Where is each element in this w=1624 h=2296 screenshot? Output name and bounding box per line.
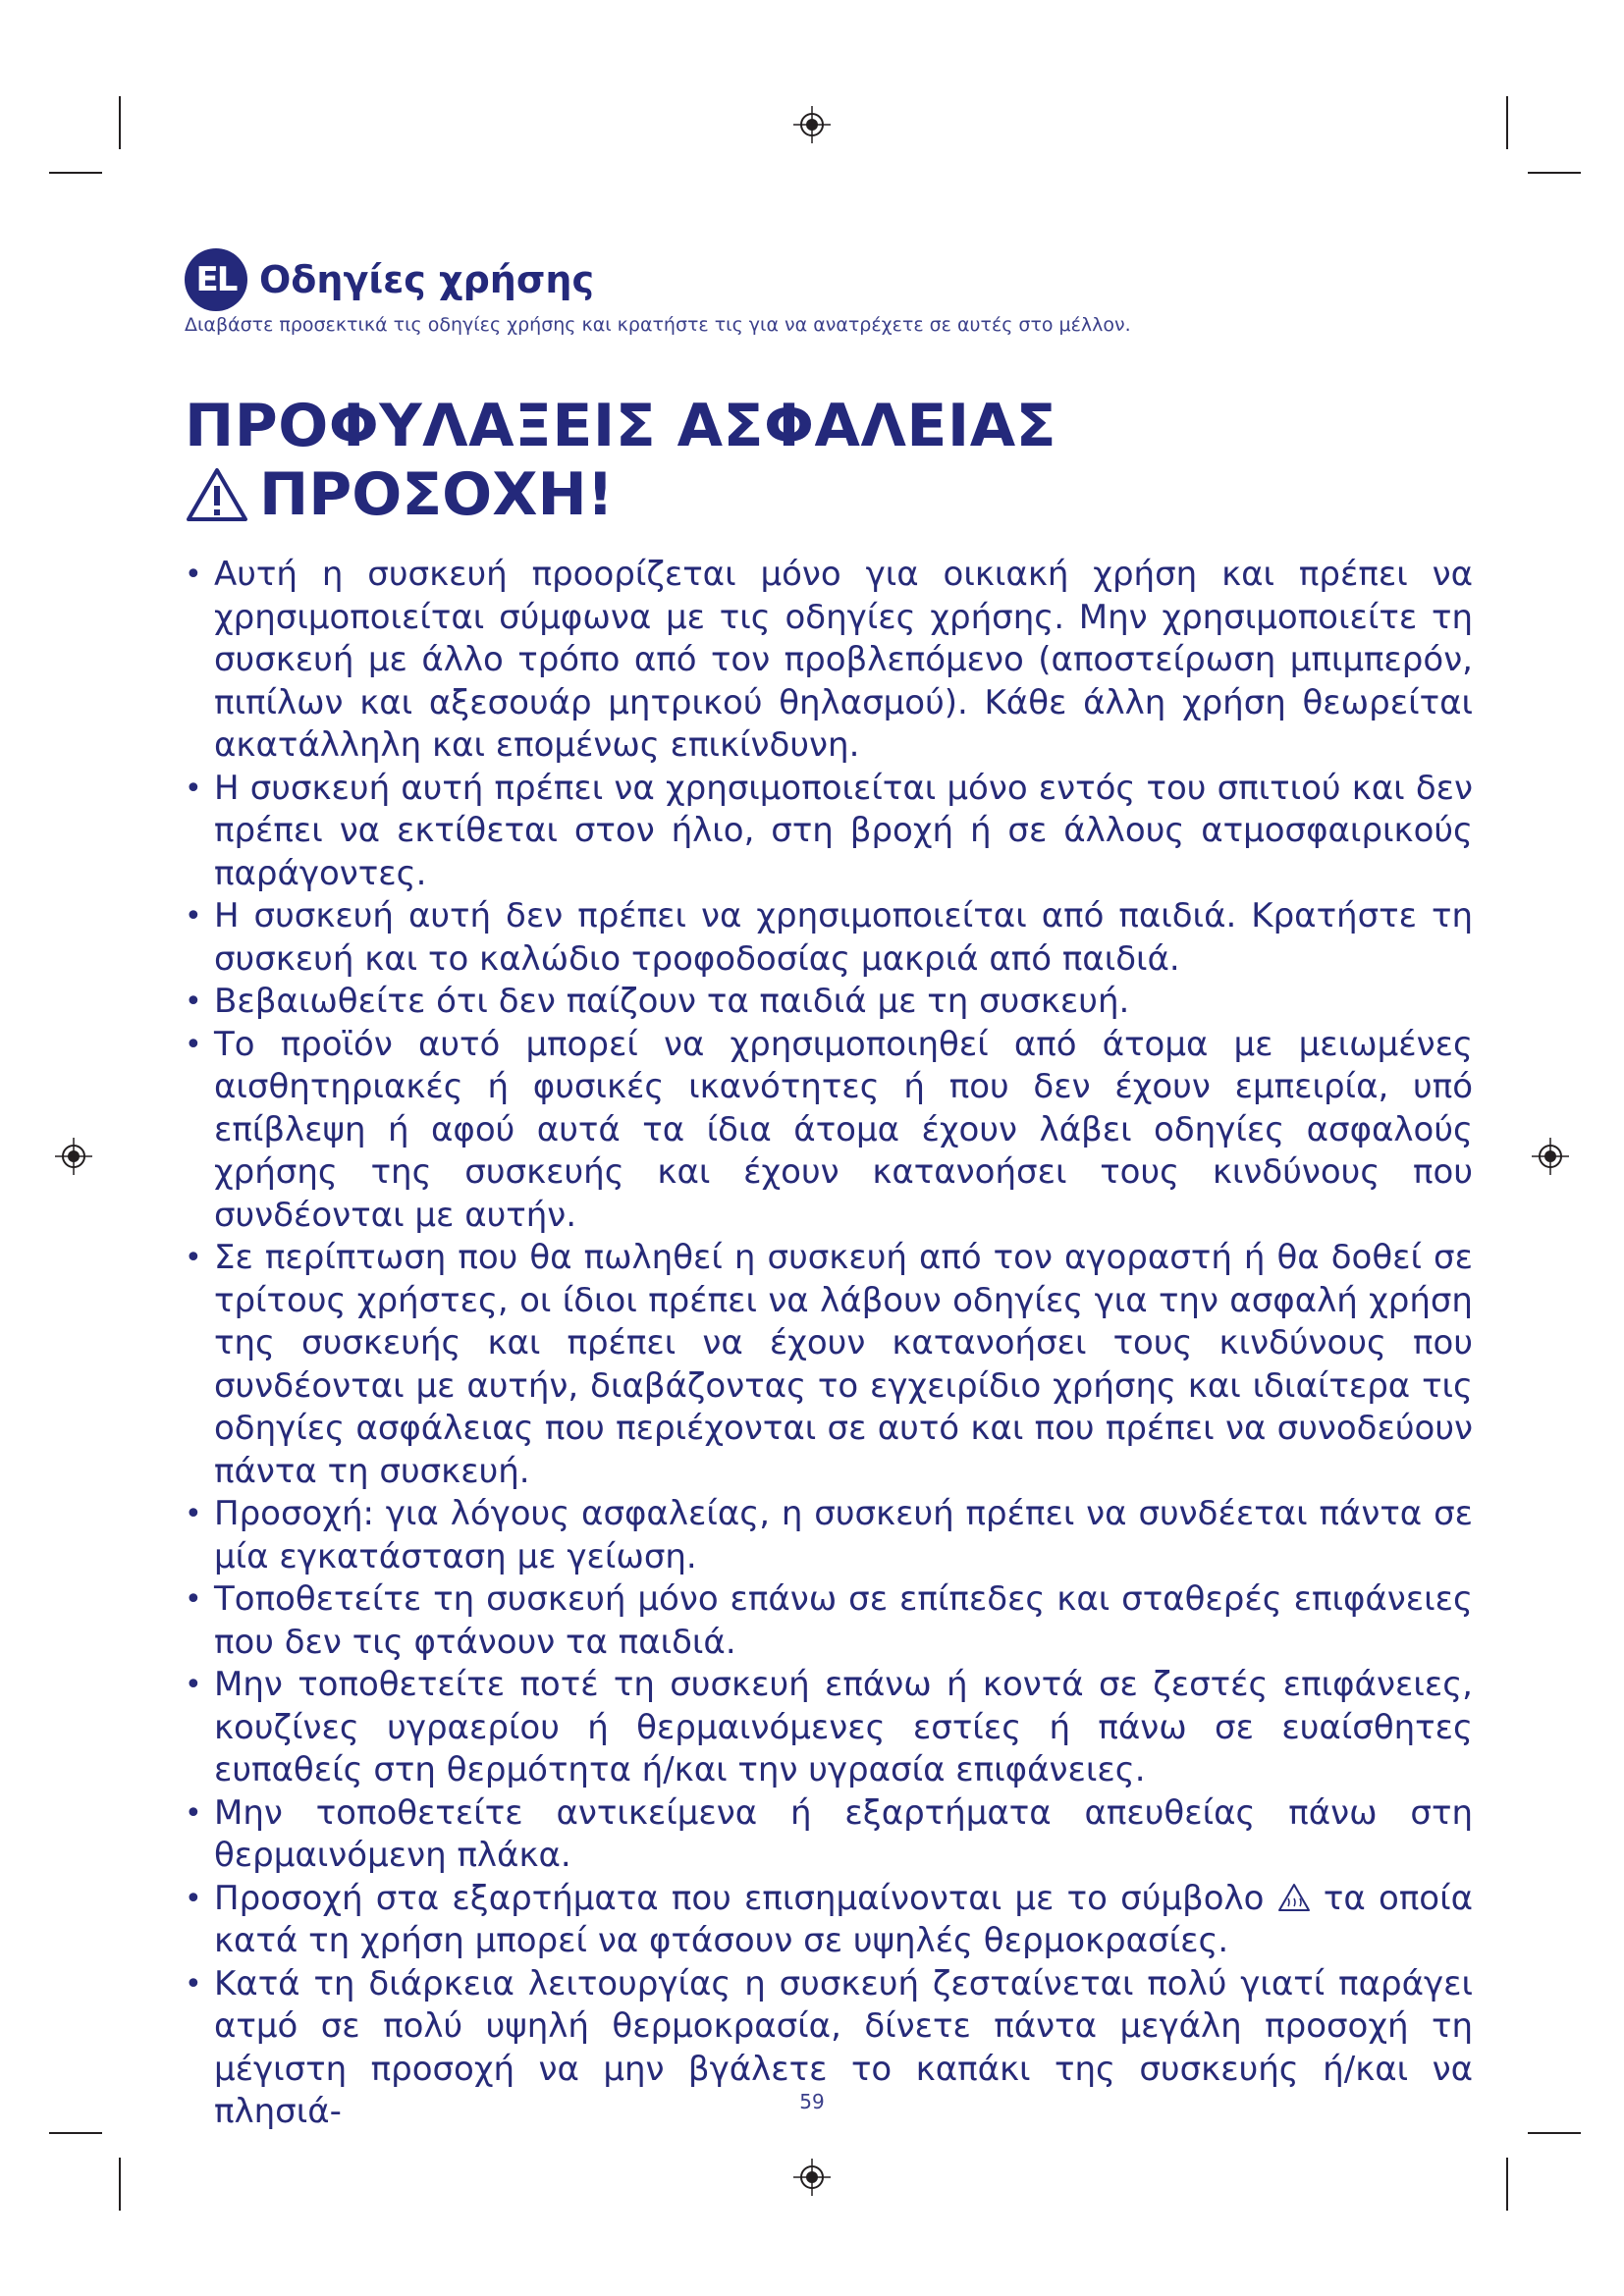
section-title: ΠΡΟΦΥΛΑΞΕΙΣ ΑΣΦΑΛΕΙΑΣ: [185, 392, 1057, 460]
list-item: • Βεβαιωθείτε ότι δεν παίζουν τα παιδιά με τη συσκευή.: [185, 981, 1473, 1024]
language-badge: EL: [185, 248, 247, 311]
crop-mark: [1506, 96, 1508, 149]
list-item: • Προσοχή: για λόγους ασφαλείας, η συσκευή πρέπει να συνδέεται πάντα σε μία εγκατάσταση με γείωση.: [185, 1493, 1473, 1578]
crop-mark: [119, 96, 121, 149]
caution-heading: [185, 461, 614, 528]
crop-mark: [119, 2158, 121, 2211]
crop-mark: [1506, 2158, 1508, 2211]
registration-mark-icon: [793, 2159, 831, 2196]
page-number: 59: [799, 2090, 825, 2113]
safety-bullet-list: [185, 554, 1473, 2134]
list-item: • Μην τοποθετείτε αντικείμενα ή εξαρτήματα απευθείας πάνω στη θερμαινόμενη πλάκα.: [185, 1792, 1473, 1878]
list-item-text-after: τα οποία κατά τη χρήση μπορεί να φτάσουν σε υψηλές θερμοκρασίες.: [214, 1878, 1474, 1960]
list-item-text-before: Προσοχή στα εξαρτήματα που επισημαίνονται με το σύμβολο: [214, 1878, 1265, 1918]
list-item: • Μην τοποθετείτε ποτέ τη συσκευή επάνω ή κοντά σε ζεστές επιφάνειες, κουζίνες υγραερίου ή θερμαινόμενες εστίες ή πάνω σε ευαίσθητες ευπαθείς στη θερμότητα ή/και την υγρασία επιφάνειες.: [185, 1664, 1473, 1792]
title-row: [185, 247, 1461, 312]
registration-mark-icon: [1532, 1138, 1569, 1175]
list-item: • Η συσκευή αυτή πρέπει να χρησιμοποιείται μόνο εντός του σπιτιού και δεν πρέπει να εκτίθεται στον ήλιο, στη βροχή ή σε άλλους ατμοσφαιρικούς παράγοντες.: [185, 768, 1473, 896]
list-item: • Σε περίπτωση που θα πωληθεί η συσκευή από τον αγοραστή ή θα δοθεί σε τρίτους χρήστες, οι ίδιοι πρέπει να λάβουν οδηγίες για την ασφαλή χρήση της συσκευής και πρέπει να έχουν κατανοήσει τους κινδύνους που συνδέονται με αυτήν, διαβάζοντας το εγχειρίδιο χρήσης και ιδιαίτερα τις οδηγίες ασφάλειας που περιέχονται σε αυτό και που πρέπει να συνοδεύουν πάντα τη συσκευή.: [185, 1237, 1473, 1493]
list-item: • Αυτή η συσκευή προορίζεται μόνο για οικιακή χρήση και πρέπει να χρησιμοποιείται σύμφωνα με τις οδηγίες χρήσης. Μην χρησιμοποιείτε τη συσκευή με άλλο τρόπο από τον προβλεπόμενο (αποστείρωση μπιμπερόν, πιπίλων και αξεσουάρ μητρικού θηλασμού). Κάθε άλλη χρήση θεωρείται ακατάλληλη και επομένως επικίνδυνη.: [185, 554, 1473, 768]
list-item-hot-surface: [185, 1878, 1473, 1963]
warning-triangle-icon: [185, 466, 249, 523]
registration-mark-icon: [55, 1138, 92, 1175]
list-item: • Το προϊόν αυτό μπορεί να χρησιμοποιηθεί από άτομα με μειωμένες αισθητηριακές ή φυσικές ικανότητες ή που δεν έχουν εμπειρία, υπό επίβλεψη ή αφού αυτά τα ίδια άτομα έχουν λάβει οδηγίες ασφαλούς χρήσης της συσκευής και έχουν κατανοήσει τους κινδύνους που συνδέονται με αυτήν.: [185, 1024, 1473, 1238]
registration-mark-icon: [793, 106, 831, 143]
list-item: • Η συσκευή αυτή δεν πρέπει να χρησιμοποιείται από παιδιά. Κρατήστε τη συσκευή και το καλώδιο τροφοδοσίας μακριά από παιδιά.: [185, 895, 1473, 981]
document-title: Οδηγίες χρήσης: [259, 258, 594, 301]
hot-surface-warning-icon: [1277, 1883, 1311, 1912]
crop-mark: [1528, 2132, 1581, 2134]
list-item: • Τοποθετείτε τη συσκευή μόνο επάνω σε επίπεδες και σταθερές επιφάνειες που δεν τις φτάνουν τα παιδιά.: [185, 1578, 1473, 1664]
list-item: • Κατά τη διάρκεια λειτουργίας η συσκευή ζεσταίνεται πολύ γιατί παράγει ατμό σε πολύ υψηλή θερμοκρασία, δίνετε πάντα μεγάλη προσοχή τη μέγιστη προσοχή να μην βγάλετε το καπάκι της συσκευής ή/και να πλησιά-: [185, 1963, 1473, 2134]
crop-mark: [49, 2132, 102, 2134]
document-header: [185, 247, 1461, 336]
crop-mark: [49, 172, 102, 174]
caution-label: ΠΡΟΣΟΧΗ!: [259, 460, 615, 529]
document-subtitle: Διαβάστε προσεκτικά τις οδηγίες χρήσης και κρατήστε τις για να ανατρέχετε σε αυτές στο μέλλον.: [185, 314, 1131, 336]
crop-mark: [1528, 172, 1581, 174]
